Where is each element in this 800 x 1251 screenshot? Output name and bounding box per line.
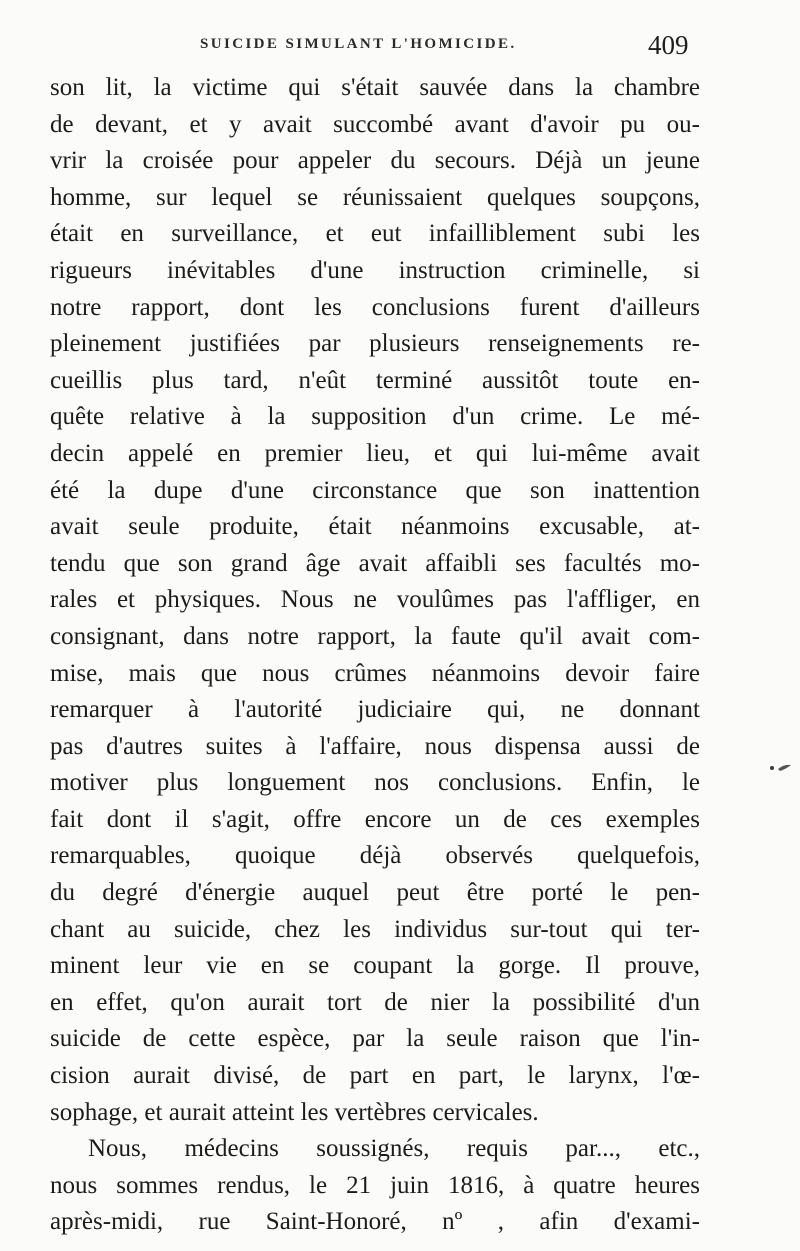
text-line: chant au suicide, chez les individus sur-tout qui ter- — [50, 915, 700, 943]
text-line: suicide de cette espèce, par la seule raison que l'in- — [50, 1025, 700, 1053]
text-line: cision aurait divisé, de part en part, le larynx, l'œ- — [50, 1062, 700, 1090]
text-line: motiver plus longuement nos conclusions. Enfin, le — [50, 769, 700, 797]
running-title: SUICIDE SIMULANT L'HOMICIDE. — [200, 36, 517, 52]
text-line: pleinement justifiées par plusieurs renseignements re- — [50, 330, 700, 358]
text-line: de devant, et y avait succombé avant d'avoir pu ou- — [50, 110, 700, 138]
text-line: notre rapport, dont les conclusions furent d'ailleurs — [50, 293, 700, 321]
text-line: son lit, la victime qui s'était sauvée dans la chambre — [50, 74, 700, 101]
text-line: remarquer à l'autorité judiciaire qui, ne donnant — [50, 696, 700, 724]
text-line: en effet, qu'on aurait tort de nier la possibilité d'un — [50, 988, 700, 1016]
text-line: était en surveillance, et eut infailliblement subi les — [50, 220, 700, 248]
paragraph-start-line: Nous, médecins soussignés, requis par..., etc., — [88, 1135, 700, 1163]
text-line: quête relative à la supposition d'un crime. Le mé- — [50, 403, 700, 431]
text-line: cueillis plus tard, n'eût terminé aussitôt toute en- — [50, 366, 700, 394]
text-line: rales et physiques. Nous ne voulûmes pas l'affliger, en — [50, 586, 700, 614]
text-line: rigueurs inévitables d'une instruction criminelle, si — [50, 256, 700, 284]
text-line: avait seule produite, était néanmoins excusable, at- — [50, 513, 700, 541]
text-line: nous sommes rendus, le 21 juin 1816, à quatre heures — [50, 1171, 700, 1199]
text-line: pas d'autres suites à l'affaire, nous dispensa aussi de — [50, 732, 700, 760]
ink-speck-mark — [768, 760, 792, 774]
text-line: tendu que son grand âge avait affaibli ses facultés mo- — [50, 549, 700, 577]
text-line: consignant, dans notre rapport, la faute qu'il avait com- — [50, 622, 700, 650]
text-line: été la dupe d'une circonstance que son inattention — [50, 476, 700, 504]
text-line: du degré d'énergie auquel peut être porté le pen- — [50, 879, 700, 907]
text-line: minent leur vie en se coupant la gorge. Il prouve, — [50, 952, 700, 980]
text-line: homme, sur lequel se réunissaient quelques soupçons, — [50, 183, 700, 211]
text-line: remarquables, quoique déjà observés quelquefois, — [50, 842, 700, 870]
text-line: mise, mais que nous crûmes néanmoins devoir faire — [50, 659, 700, 687]
page-number: 409 — [648, 30, 689, 60]
running-head — [0, 30, 800, 60]
text-line: fait dont il s'agit, offre encore un de ces exemples — [50, 805, 700, 833]
text-line: sophage, et aurait atteint les vertèbres cervicales. — [50, 1098, 539, 1126]
text-line: après-midi, rue Saint-Honoré, nº , afin d'exami- — [50, 1208, 700, 1236]
text-line: decin appelé en premier lieu, et qui lui-même avait — [50, 439, 700, 467]
body-text — [50, 70, 700, 1241]
text-line: vrir la croisée pour appeler du secours. Déjà un jeune — [50, 147, 700, 175]
